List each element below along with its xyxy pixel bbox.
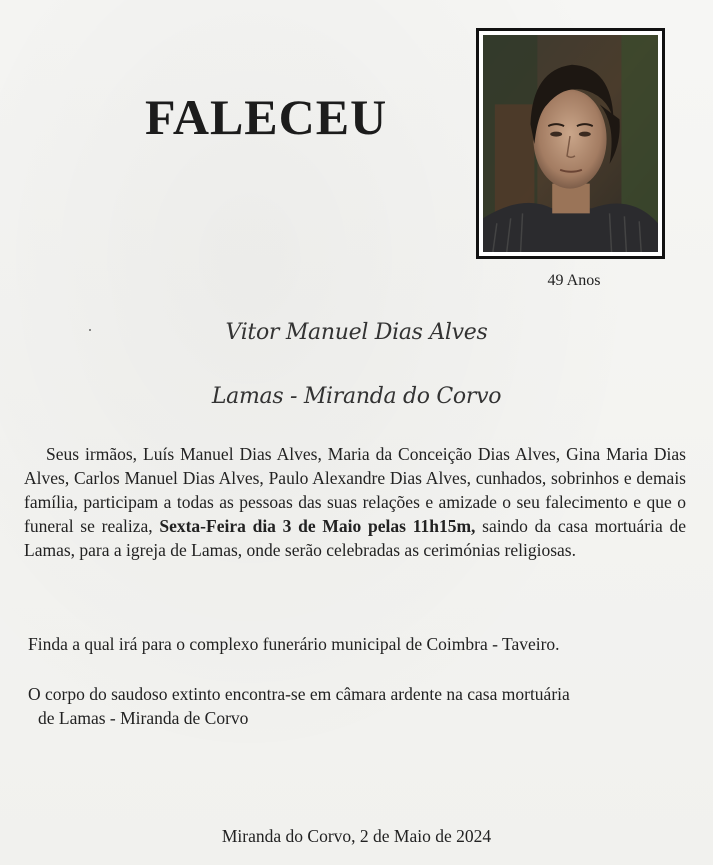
deceased-name: Vitor Manuel Dias Alves [225,320,488,345]
funeral-date-time: Sexta-Feira dia 3 de Maio pelas 11h15m, [159,516,476,536]
wake-paragraph [28,682,688,730]
wake-line-1: O corpo do saudoso extinto encontra-se em câmara ardente na casa mortuária [28,684,570,704]
wake-line-2: de Lamas - Miranda de Corvo [38,708,249,728]
portrait-photo [483,35,658,252]
date-line: Miranda do Corvo, 2 de Maio de 2024 [221,826,492,846]
paragraph1-intro: Seus irmãos, Luís Manuel Dias Alves, Maria da Conceição Dias Alves, Gina Maria Dias Alves, Carlos Manuel Dias Alves, Paulo Alexandre Dias Alves, cunhados, sobrinhos e demais família, participam a todas as pessoas das suas relações e amizade o seu falecimento e que o funeral se realiza, [24,444,686,536]
cremation-paragraph: Finda a qual irá para o complexo funerário municipal de Coimbra - Taveiro. [28,634,560,654]
deceased-place: Lamas - Miranda do Corvo [211,384,502,409]
portrait-frame [476,28,665,259]
age-caption: 49 Anos [547,272,601,289]
paragraph1-details: saindo da casa mortuária de Lamas, para a igreja de Lamas, onde serão celebradas as cerimónias religiosas. [24,516,686,560]
headline: FALECEU [145,89,388,145]
funeral-announcement-paragraph [24,442,686,562]
